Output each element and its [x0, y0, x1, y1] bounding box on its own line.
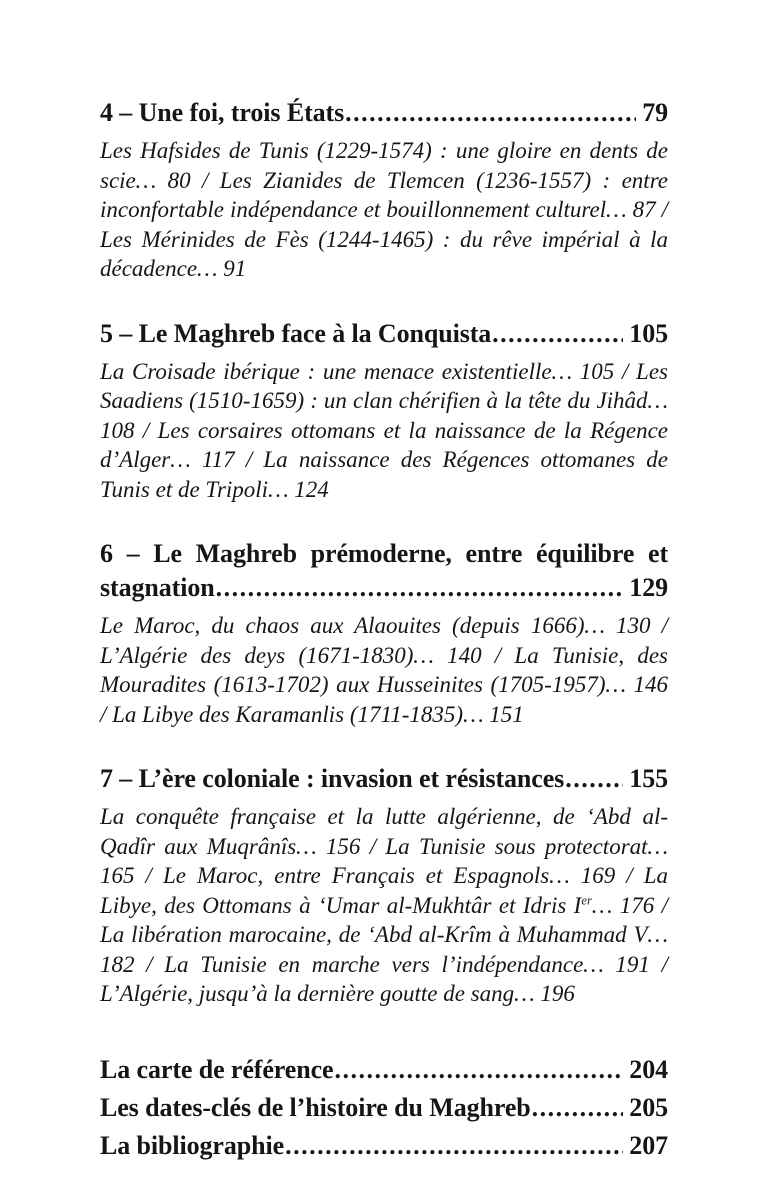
backmatter-page-number: 205 [629, 1092, 668, 1122]
chapter-5-heading [100, 317, 668, 351]
backmatter-page-number: 207 [629, 1130, 668, 1160]
toc-section-chapter-5 [100, 317, 668, 505]
dot-leader [345, 96, 636, 130]
chapter-6-title-line-1: 6 – Le Maghreb prémoderne, entre équilibre et [100, 539, 668, 568]
backmatter-page-number: 204 [629, 1054, 668, 1084]
backmatter-list [100, 1051, 668, 1165]
toc-section-chapter-4 [100, 96, 668, 284]
toc-section-chapter-6 [100, 537, 668, 729]
chapter-6-heading-line [100, 571, 668, 605]
chapter-5-title: 5 – Le Maghreb face à la Conquista [100, 318, 492, 348]
chapter-5-heading-line [100, 317, 668, 351]
backmatter-entry-bibliography [100, 1127, 668, 1165]
chapter-7-heading-line [100, 762, 668, 796]
chapter-7-page-number: 155 [629, 764, 668, 793]
toc-section-chapter-7 [100, 762, 668, 1009]
chapter-7-heading [100, 762, 668, 796]
chapter-4-heading-line [100, 96, 668, 130]
chapter-6-subsections: Le Maroc, du chaos aux Alaouites (depuis 1666)… 130 / L’Algérie des deys (1671-1830)… 140 / La Tunisie, des Mouradites (1613-1702) aux Husseinites (1705-1957)… 146 / La Libye des Karamanlis (1711-1835)… 151 [100, 613, 668, 727]
dot-leader [285, 1127, 623, 1165]
chapter-4-subsections: Les Hafsides de Tunis (1229-1574) : une gloire en dents de scie… 80 / Les Zianides de Tlemcen (1236-1557) : entre inconfortable indépendance et bouillonnement culturel… 87 / Les Mérinides de Fès (1244-1465) : du rêve impérial à la décadence… 91 [100, 138, 668, 281]
chapter-7-title: 7 – L’ère coloniale : invasion et résistances [100, 764, 565, 793]
chapter-4-page-number: 79 [642, 98, 668, 127]
chapter-6-title-line-2: stagnation [100, 573, 215, 602]
dot-leader [334, 1051, 623, 1089]
dot-leader [565, 762, 623, 796]
chapter-6-heading [100, 537, 668, 605]
chapter-7-subsections: La conquête française et la lutte algérienne, de ‘Abd al-Qadîr aux Muqrânîs… 156 / La Tunisie sous protectorat… 165 / Le Maroc, entre Français et Espagnols… 169 / La Libye, des Ottomans à ‘Umar al-Mukhtâr et Idris Ier… 176 / La libération marocaine, de ‘Abd al-Krîm à Muhammad V… 182 / La Tunisie en marche vers l’indépendance… 191 / L’Algérie, jusqu’à la dernière goutte de sang… 196 [100, 804, 668, 1006]
backmatter-entry-reference-map [100, 1051, 668, 1089]
backmatter-entry-key-dates [100, 1089, 668, 1127]
chapter-5-subsections: La Croisade ibérique : une menace existentielle… 105 / Les Saadiens (1510-1659) : un clan chérifien à la tête du Jihâd… 108 / Les corsaires ottomans et la naissance de la Régence d’Alger… 117 / La naissance des Régences ottomanes de Tunis et de Tripoli… 124 [100, 358, 668, 502]
backmatter-title: La bibliographie [100, 1130, 285, 1160]
chapter-6-page-number: 129 [629, 573, 668, 602]
dot-leader [216, 571, 624, 605]
dot-leader [492, 317, 623, 351]
table-of-contents [100, 96, 668, 1165]
chapter-4-title: 4 – Une foi, trois États [100, 98, 345, 127]
backmatter-title: La carte de référence [100, 1054, 334, 1084]
backmatter-title: Les dates-clés de l’histoire du Maghreb [100, 1092, 531, 1122]
chapter-4-heading [100, 96, 668, 130]
dot-leader [532, 1089, 624, 1127]
chapter-5-page-number: 105 [629, 318, 668, 348]
